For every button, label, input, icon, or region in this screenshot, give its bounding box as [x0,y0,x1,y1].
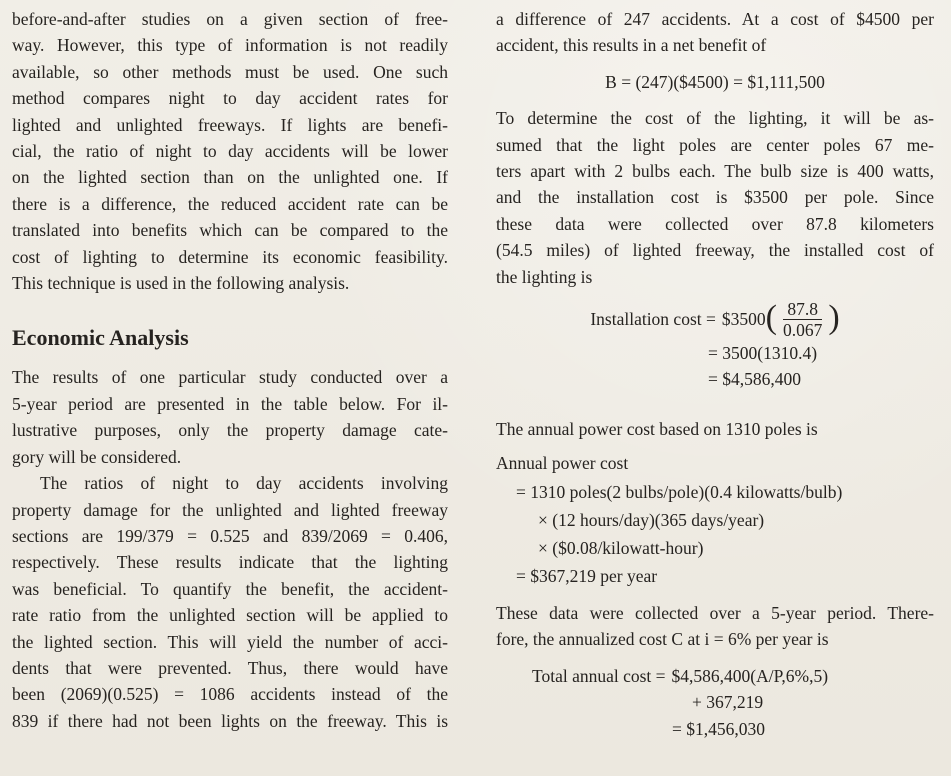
text-line: property damage for the unlighted and lighted freeway [12,499,448,520]
open-paren: ( [765,299,777,337]
text-line: The ratios of night to day accidents involving [40,473,448,494]
installation-fraction [779,299,826,340]
text-line: sumed that the light poles are center poles 67 me- [496,134,934,155]
text-line: These data were collected over a 5-year period. There- [496,602,934,623]
text-line: accident, this results in a net benefit of [496,35,767,56]
total-cost-line-2: + 367,219 [692,692,764,713]
benefit-equation: B = (247)($4500) = $1,111,500 [605,71,825,92]
text-line: a difference of 247 accidents. At a cost of $4500 per [496,9,934,29]
installation-line-3: = $4,586,400 [708,369,801,390]
total-cost-label: Total annual cost = [532,665,666,686]
total-cost-line-3: = $1,456,030 [672,719,765,740]
installation-cost-equation [496,298,934,392]
right-paragraph-annualized [496,600,934,653]
text-line: there is a difference, the reduced accident rate can be [12,193,448,214]
installation-coefficient: $3500 [721,308,766,329]
text-line: before-and-after studies on a given section of free- [12,9,448,29]
text-line: these data were collected over 87.8 kilometers [496,213,934,234]
installation-cost-label: Installation cost = [590,308,716,329]
text-line: lighted and unlighted freeways. If lights are benefi- [12,114,448,135]
text-line: 839 if there had not been lights on the freeway. This is [12,710,448,731]
text-line: cial, the ratio of night to day accidents will be lower [12,141,448,162]
text-line: method compares night to day accident rates for [12,88,448,109]
text-line: fore, the annualized cost C at i = 6% per year is [496,629,829,650]
text-line: been (2069)(0.525) = 1086 accidents instead of the [12,684,448,705]
text-line: way. However, this type of information is not readily [12,35,448,56]
text-line: available, so other methods must be used. One such [12,61,448,82]
total-cost-line-1: $4,586,400(A/P,6%,5) [671,665,829,686]
installation-line-2: = 3500(1310.4) [708,343,818,364]
text-line: gory will be considered. [12,446,182,467]
text-line: on the lighted section than on the unlighted one. If [12,167,448,188]
text-line: translated into benefits which can be compared to the [12,220,448,241]
right-paragraph-lighting [496,105,934,290]
text-line: was beneficial. To quantify the benefit, the accident- [12,578,448,599]
text-line: The results of one particular study conducted over a [12,367,448,388]
right-intro [496,6,934,59]
power-label: Annual power cost [496,453,629,474]
power-line: × (12 hours/day)(365 days/year) [538,509,765,530]
left-paragraph-ratios [12,470,448,734]
text-line: To determine the cost of the lighting, it will be as- [496,108,934,129]
left-paragraph-results [12,364,448,470]
text-line: This technique is used in the following analysis. [12,273,350,294]
power-intro: The annual power cost based on 1310 poles is [496,419,818,440]
power-cost-equation [496,478,934,590]
fraction-denominator: 0.067 [782,319,823,340]
text-line: the lighted section. This will yield the number of acci- [12,631,448,652]
section-heading: Economic Analysis [12,325,189,351]
left-paragraph-intro [12,6,448,296]
close-paren: ) [828,299,840,337]
text-line: cost of lighting to determine its economic feasibility. [12,246,448,267]
text-line: rate ratio from the unlighted section will be applied to [12,605,448,626]
text-line: dents that were prevented. Thus, there would have [12,657,448,678]
text-line: the lighting is [496,266,593,287]
total-cost-equation [496,663,934,743]
text-line: sections are 199/379 = 0.525 and 839/2069 = 0.406, [12,525,448,546]
power-line: = $367,219 per year [516,565,658,586]
fraction-numerator: 87.8 [783,299,822,320]
text-line: 5-year period are presented in the table below. For il- [12,393,448,414]
power-line: = 1310 poles(2 bulbs/pole)(0.4 kilowatts/bulb) [516,481,843,502]
text-line: respectively. These results indicate that the lighting [12,552,448,573]
left-column [12,6,448,734]
text-line: ters apart with 2 bulbs each. The bulb size is 400 watts, [496,161,934,182]
text-line: lustrative purposes, only the property damage cate- [12,420,448,441]
text-line: (54.5 miles) of lighted freeway, the installed cost of [496,240,934,261]
text-line: and the installation cost is $3500 per pole. Since [496,187,934,208]
power-line: × ($0.08/kilowatt-hour) [538,537,704,558]
right-column [496,6,934,743]
